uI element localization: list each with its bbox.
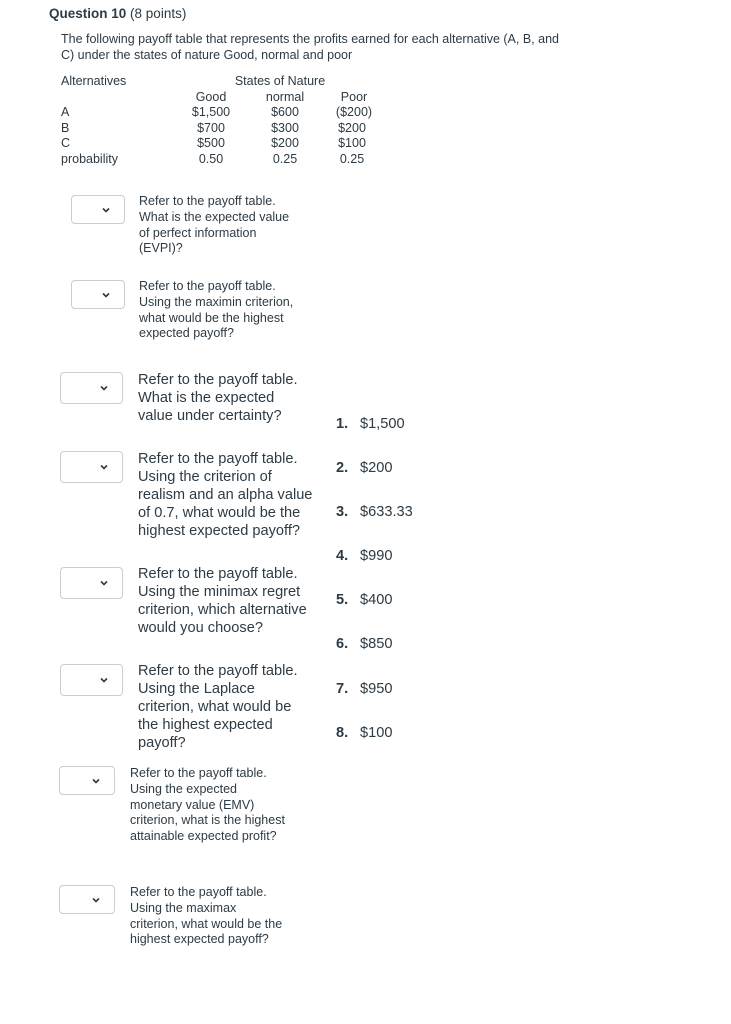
answer-select-evuc[interactable] xyxy=(60,372,123,404)
answer-value: $950 xyxy=(360,681,393,697)
row-label-probability: probability xyxy=(61,152,118,166)
prompt-maximax: Refer to the payoff table. Using the maximax criterion, what would be the highest expected payoff? xyxy=(130,885,283,947)
column-header-good: Good xyxy=(195,90,227,104)
chevron-down-icon xyxy=(91,895,101,905)
cell-prob-good: 0.50 xyxy=(198,152,224,166)
prompt-evpi: Refer to the payoff table. What is the expected value of perfect information (EVPI)? xyxy=(139,194,290,256)
cell-a-good: $1,500 xyxy=(191,105,231,119)
answer-option xyxy=(336,725,392,741)
question-points: (8 points) xyxy=(130,6,187,21)
cell-c-normal: $200 xyxy=(271,136,299,150)
answer-option xyxy=(336,636,392,652)
cell-a-poor: ($200) xyxy=(335,105,373,119)
answer-number: 1. xyxy=(336,416,349,432)
prompt-emv: Refer to the payoff table. Using the expected monetary value (EMV) criterion, what is the highest attainable expected profit? xyxy=(130,766,285,844)
chevron-down-icon xyxy=(99,578,109,588)
chevron-down-icon xyxy=(91,776,101,786)
row-label-b: B xyxy=(61,121,70,135)
cell-c-good: $500 xyxy=(197,136,225,150)
answer-value: $200 xyxy=(360,460,393,476)
states-header: States of Nature xyxy=(234,74,326,88)
question-header xyxy=(49,6,186,21)
cell-b-normal: $300 xyxy=(271,121,299,135)
prompt-evuc: Refer to the payoff table. What is the expected value under certainty? xyxy=(138,372,298,424)
answer-select-realism[interactable] xyxy=(60,451,123,483)
answer-select-minimax-regret[interactable] xyxy=(60,567,123,599)
cell-b-good: $700 xyxy=(197,121,225,135)
answer-select-emv[interactable] xyxy=(59,766,115,795)
answer-option xyxy=(336,592,392,608)
chevron-down-icon xyxy=(101,205,111,215)
row-label-c: C xyxy=(61,136,71,150)
answer-option xyxy=(336,504,413,520)
answer-value: $1,500 xyxy=(360,416,405,432)
cell-b-poor: $200 xyxy=(338,121,366,135)
column-header-poor: Poor xyxy=(340,90,368,104)
prompt-maximin: Refer to the payoff table. Using the maximin criterion, what would be the highest expected payoff? xyxy=(139,279,294,341)
chevron-down-icon xyxy=(99,462,109,472)
cell-prob-poor: 0.25 xyxy=(339,152,365,166)
answer-number: 7. xyxy=(336,681,349,697)
prompt-laplace: Refer to the payoff table. Using the Laplace criterion, what would be the highest expected payoff? xyxy=(138,663,298,751)
answer-number: 2. xyxy=(336,460,349,476)
chevron-down-icon xyxy=(99,675,109,685)
answer-value: $633.33 xyxy=(360,504,413,520)
answer-number: 3. xyxy=(336,504,349,520)
cell-prob-normal: 0.25 xyxy=(272,152,298,166)
column-header-normal: normal xyxy=(265,90,305,104)
answer-value: $990 xyxy=(360,548,393,564)
chevron-down-icon xyxy=(101,290,111,300)
answer-number: 8. xyxy=(336,725,349,741)
chevron-down-icon xyxy=(99,383,109,393)
prompt-realism: Refer to the payoff table. Using the criterion of realism and an alpha value of 0.7, what would be the highest expected payoff? xyxy=(138,451,313,539)
answer-select-laplace[interactable] xyxy=(60,664,123,696)
alternatives-header: Alternatives xyxy=(61,74,127,88)
answer-number: 6. xyxy=(336,636,349,652)
answer-select-maximin[interactable] xyxy=(71,280,125,309)
answer-value: $850 xyxy=(360,636,393,652)
answer-select-maximax[interactable] xyxy=(59,885,115,914)
answer-option xyxy=(336,460,392,476)
row-label-a: A xyxy=(61,105,70,119)
answer-number: 4. xyxy=(336,548,349,564)
cell-a-normal: $600 xyxy=(271,105,299,119)
answer-option xyxy=(336,681,392,697)
prompt-minimax-regret: Refer to the payoff table. Using the minimax regret criterion, which alternative would you choose? xyxy=(138,566,307,636)
answer-value: $400 xyxy=(360,592,393,608)
answer-value: $100 xyxy=(360,725,393,741)
cell-c-poor: $100 xyxy=(338,136,366,150)
answer-number: 5. xyxy=(336,592,349,608)
answer-option xyxy=(336,416,405,432)
question-title: Question 10 xyxy=(49,6,127,21)
answer-option xyxy=(336,548,392,564)
question-intro: The following payoff table that represents the profits earned for each alternative (A, B, and C) under the states of nature Good, normal and poor xyxy=(61,32,559,62)
answer-select-evpi[interactable] xyxy=(71,195,125,224)
